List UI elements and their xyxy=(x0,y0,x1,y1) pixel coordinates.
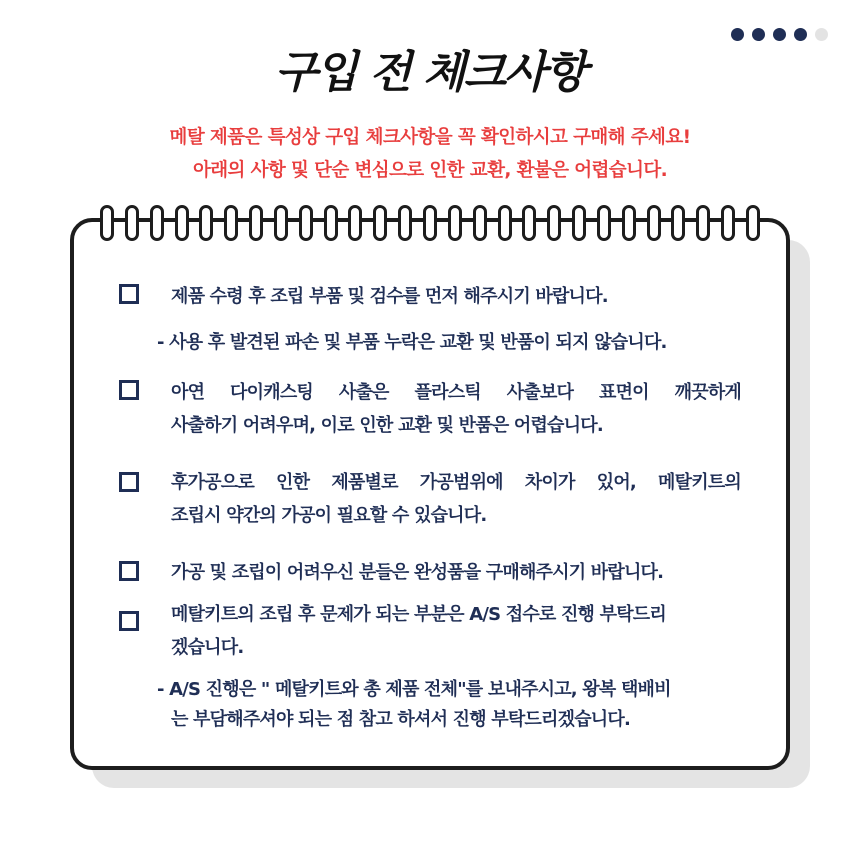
spiral-binding xyxy=(100,205,760,239)
item-line: 사출하기 어려우며, 이로 인한 교환 및 반품은 어렵습니다. xyxy=(171,415,603,436)
checkbox-icon xyxy=(119,472,139,492)
binding-ring xyxy=(498,205,512,241)
item-line: 제품 수령 후 조립 부품 및 검수를 먼저 해주시기 바랍니다. xyxy=(171,286,608,307)
binding-ring xyxy=(199,205,213,241)
note-line: - A/S 진행은 " 메탈키트와 총 제품 전체"를 보내주시고, 왕복 택배비 xyxy=(157,679,671,700)
binding-ring xyxy=(100,205,114,241)
checklist-item-note xyxy=(157,675,747,735)
binding-ring xyxy=(671,205,685,241)
binding-ring xyxy=(522,205,536,241)
checklist-item-note xyxy=(157,328,747,358)
checklist-item-text xyxy=(171,466,741,532)
binding-ring xyxy=(547,205,561,241)
binding-ring xyxy=(348,205,362,241)
item-line: 메탈키트의 조립 후 문제가 되는 부분은 A/S 접수로 진행 부탁드리 xyxy=(171,604,666,625)
checkbox-icon xyxy=(119,611,139,631)
binding-ring xyxy=(622,205,636,241)
checkbox-icon xyxy=(119,561,139,581)
binding-ring xyxy=(746,205,760,241)
binding-ring xyxy=(721,205,735,241)
binding-ring xyxy=(274,205,288,241)
checklist-item-text xyxy=(171,598,741,664)
binding-ring xyxy=(150,205,164,241)
notice-line-1: 메탈 제품은 특성상 구입 체크사항을 꼭 확인하시고 구매해 주세요! xyxy=(169,127,691,148)
item-line: 아연 다이캐스팅 사출은 플라스틱 사출보다 표면이 깨끗하게 xyxy=(171,382,741,403)
notice-text xyxy=(0,121,860,187)
item-line: 가공 및 조립이 어려우신 분들은 완성품을 구매해주시기 바랍니다. xyxy=(171,562,664,583)
binding-ring xyxy=(423,205,437,241)
binding-ring xyxy=(324,205,338,241)
checkbox-icon xyxy=(119,380,139,400)
binding-ring xyxy=(473,205,487,241)
notice-line-2: 아래의 사항 및 단순 변심으로 인한 교환, 환불은 어렵습니다. xyxy=(192,160,668,181)
checklist-item-text xyxy=(171,280,741,313)
binding-ring xyxy=(696,205,710,241)
binding-ring xyxy=(398,205,412,241)
item-line: 조립시 약간의 가공이 필요할 수 있습니다. xyxy=(171,505,487,526)
binding-ring xyxy=(224,205,238,241)
binding-ring xyxy=(175,205,189,241)
binding-ring xyxy=(647,205,661,241)
checkbox-icon xyxy=(119,284,139,304)
checklist-item-text xyxy=(171,556,741,589)
checklist-item-text xyxy=(171,376,741,442)
page-title: 구입 전 체크사항 xyxy=(274,47,586,98)
item-line: 겠습니다. xyxy=(171,637,244,658)
binding-ring xyxy=(125,205,139,241)
binding-ring xyxy=(597,205,611,241)
binding-ring xyxy=(448,205,462,241)
binding-ring xyxy=(299,205,313,241)
note-line: - 사용 후 발견된 파손 및 부품 누락은 교환 및 반품이 되지 않습니다. xyxy=(157,332,667,353)
binding-ring xyxy=(373,205,387,241)
binding-ring xyxy=(249,205,263,241)
note-line: 는 부담해주셔야 되는 점 참고 하셔서 진행 부탁드리겠습니다. xyxy=(171,709,631,730)
binding-ring xyxy=(572,205,586,241)
item-line: 후가공으로 인한 제품별로 가공범위에 차이가 있어, 메탈키트의 xyxy=(171,472,741,493)
